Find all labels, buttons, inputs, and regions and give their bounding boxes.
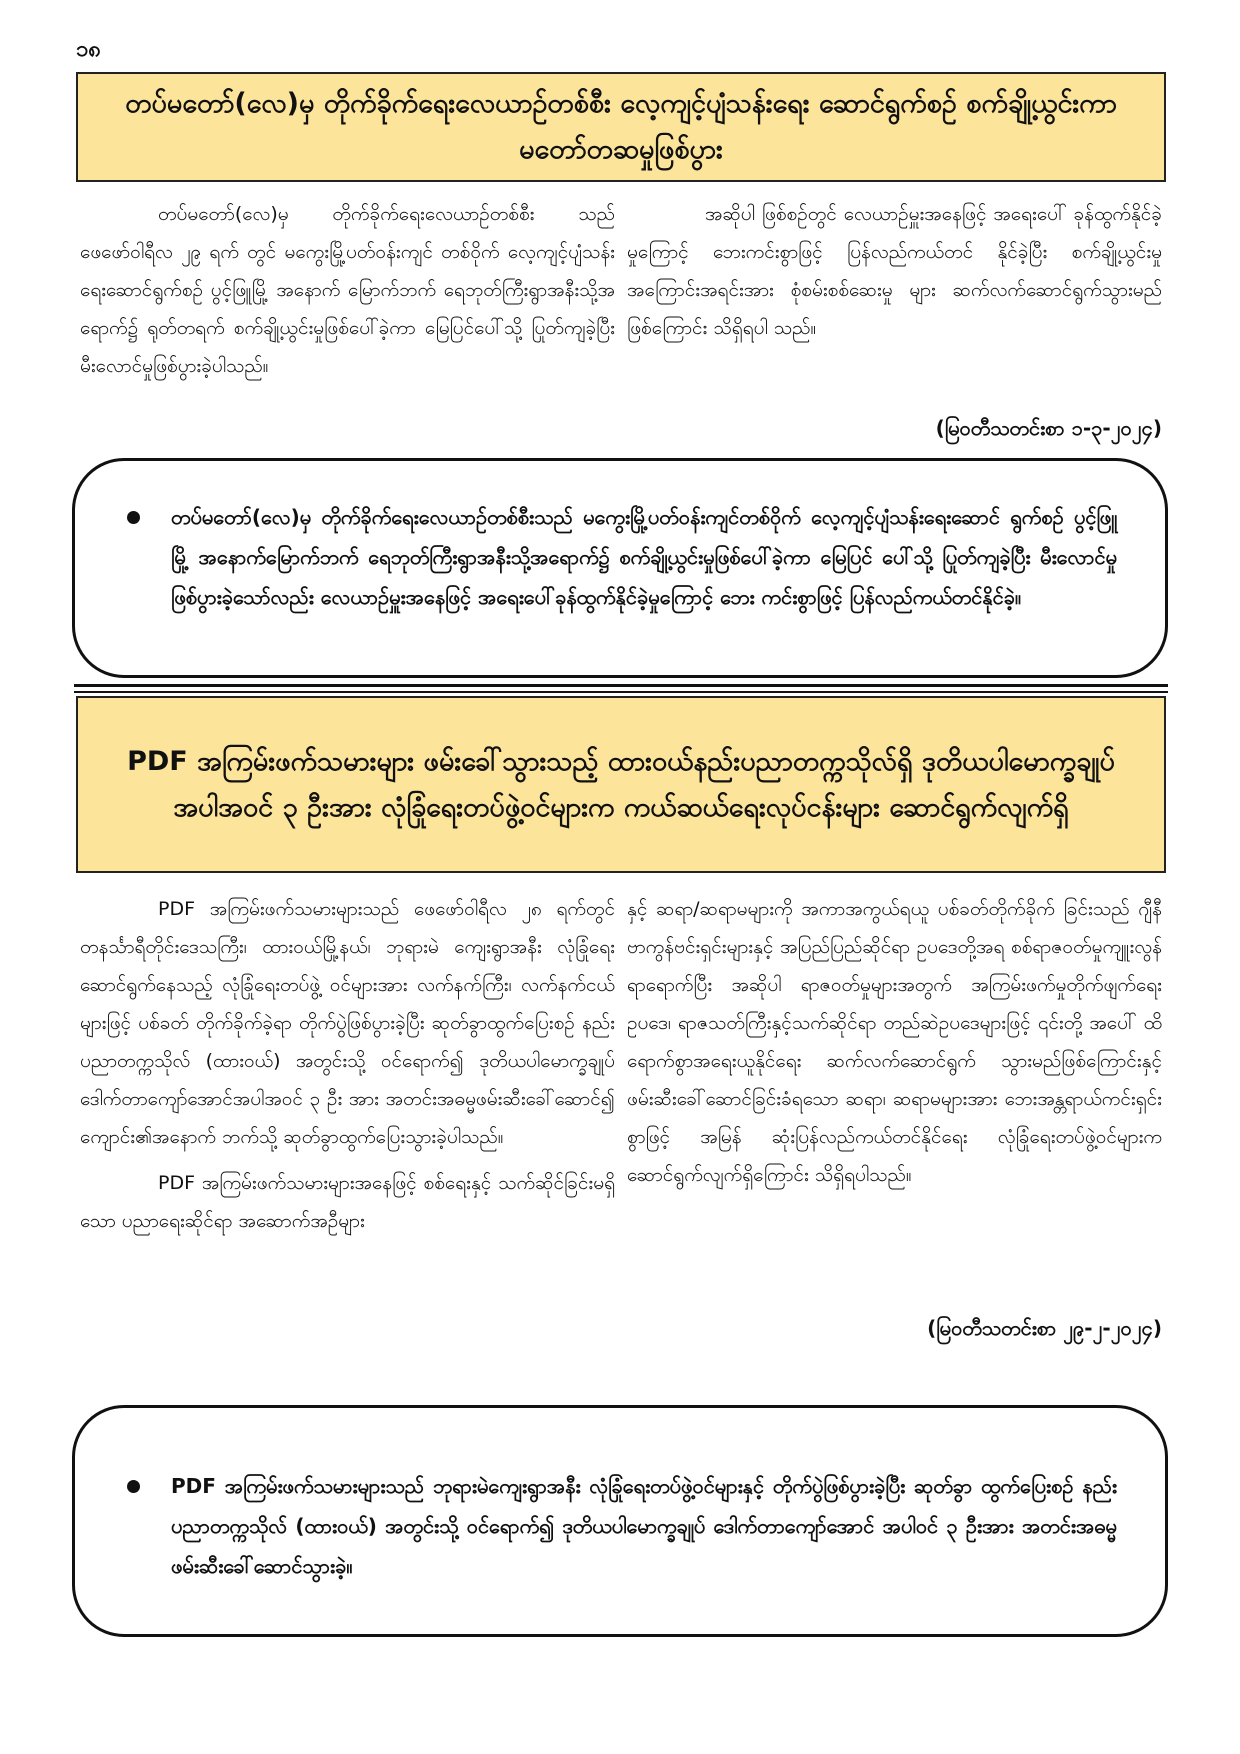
article-1-left-text: တပ်မတော်(လေ)မှ တိုက်ခိုက်ရေးလေယာဉ်တစ်စီး သည် ဖေဖော်ဝါရီလ ၂၉ ရက် တွင် မကွေးမြို့ပတ်ဝန်းကျင် တစ်ဝိုက် လေ့ကျင့်ပျံသန်းရေးဆောင်ရွက်စဉ် ပွင့်ဖြူမြို့ အနောက် မြောက်ဘက် ရေဘုတ်ကြီးရွာအနီးသို့အရောက်၌ ရုတ်တရက် စက်ချို့ယွင်းမှုဖြစ်ပေါ်ခဲ့ကာ မြေပြင်ပေါ်သို့ ပြုတ်ကျခဲ့ပြီး မီးလောင်မှုဖြစ်ပွားခဲ့ပါသည်။ (80, 203, 615, 377)
article-2-headline (76, 696, 1166, 873)
article-2-summary-text: PDF အကြမ်းဖက်သမားများသည် ဘုရားမဲကျေးရွာအနီး လုံခြုံရေးတပ်ဖွဲ့ဝင်များနှင့် တိုက်ပွဲဖြစ်ပွားခဲ့ပြီး ဆုတ်ခွာ ထွက်ပြေးစဉ် နည်းပညာတက္ကသိုလ် (ထားဝယ်) အတွင်းသို့ ဝင်ရောက်၍ ဒုတိယပါမောက္ခချုပ် ဒေါက်တာကျော်အောင် အပါဝင် ၃ ဦးအား အတင်းအဓမ္မဖမ်းဆီးခေါ်ဆောင်သွားခဲ့။ (171, 1474, 1117, 1578)
article-2-left-paragraph-1: PDF အကြမ်းဖက်သမားများသည် ဖေဖော်ဝါရီလ ၂၈ ရက်တွင် တနင်္သာရီတိုင်းဒေသကြီး၊ ထားဝယ်မြို့နယ်၊ ဘုရားမဲ ကျေးရွာအနီး လုံခြုံရေးဆောင်ရွက်နေသည့် လုံခြုံရေးတပ်ဖွဲ့ ဝင်များအား လက်နက်ကြီး၊ လက်နက်ငယ်များဖြင့် ပစ်ခတ် တိုက်ခိုက်ခဲ့ရာ တိုက်ပွဲဖြစ်ပွားခဲ့ပြီး ဆုတ်ခွာထွက်ပြေးစဉ် နည်းပညာတက္ကသိုလ် (ထားဝယ်) အတွင်းသို့ ဝင်ရောက်၍ ဒုတိယပါမောက္ခချုပ် ဒေါက်တာကျော်အောင်အပါအဝင် ၃ ဦး အား အတင်းအဓမ္မဖမ်းဆီးခေါ်ဆောင်၍ ကျောင်း၏အနောက် ဘက်သို့ ဆုတ်ခွာထွက်ပြေးသွားခဲ့ပါသည်။ (80, 898, 615, 1148)
article-1-summary-box (72, 458, 1168, 678)
bullet-icon (127, 511, 140, 524)
article-1-right-text: အဆိုပါ ဖြစ်စဉ်တွင် လေယာဉ်မှူးအနေဖြင့် အရေးပေါ် ခုန်ထွက်နိုင်ခဲ့မှုကြောင့် ဘေးကင်းစွာဖြင့် ပြန်လည်ကယ်တင် နိုင်ခဲ့ပြီး စက်ချို့ယွင်းမှုအကြောင်းအရင်းအား စုံစမ်းစစ်ဆေးမှု များ ဆက်လက်ဆောင်ရွက်သွားမည်ဖြစ်ကြောင်း သိရှိရပါ သည်။ (627, 203, 1162, 339)
article-2-headline-text: PDF အကြမ်းဖက်သမားများ ဖမ်းခေါ်သွားသည့် ထားဝယ်နည်းပညာတက္ကသိုလ်ရှိ ဒုတိယပါမောက္ခချုပ်အပါအဝင် ၃ ဦးအား လုံခြုံရေးတပ်ဖွဲ့ဝင်များက ကယ်ဆယ်ရေးလုပ်ငန်းများ ဆောင်ရွက်လျက်ရှိ (127, 745, 1115, 823)
article-2-summary-box (72, 1405, 1168, 1637)
article-2-right-text: နှင့် ဆရာ/ဆရာမများကို အကာအကွယ်ရယူ ပစ်ခတ်တိုက်ခိုက် ခြင်းသည် ဂျီနီဗာကွန်ဗင်းရှင်းများနှင့် အပြည်ပြည်ဆိုင်ရာ ဥပဒေတို့အရ စစ်ရာဇဝတ်မှုကျူးလွန်ရာရောက်ပြီး အဆိုပါ ရာဇဝတ်မှုများအတွက် အကြမ်းဖက်မှုတိုက်ဖျက်ရေးဥပဒေ၊ ရာဇသတ်ကြီးနှင့်သက်ဆိုင်ရာ တည်ဆဲဥပဒေများဖြင့် ၎င်းတို့ အပေါ် ထိရောက်စွာအရေးယူနိုင်ရေး ဆက်လက်ဆောင်ရွက် သွားမည်ဖြစ်ကြောင်းနှင့် ဖမ်းဆီးခေါ်ဆောင်ခြင်းခံရသော ဆရာ၊ ဆရာမများအား ဘေးအန္တရာယ်ကင်းရှင်းစွာဖြင့် အမြန် ဆုံးပြန်လည်ကယ်တင်နိုင်ရေး လုံခြုံရေးတပ်ဖွဲ့ဝင်များက ဆောင်ရွက်လျက်ရှိကြောင်း သိရှိရပါသည်။ (627, 898, 1162, 1186)
article-2-left-paragraph-2: PDF အကြမ်းဖက်သမားများအနေဖြင့် စစ်ရေးနှင့် သက်ဆိုင်ခြင်းမရှိသော ပညာရေးဆိုင်ရာ အဆောက်အဦများ (80, 1172, 615, 1232)
article-1-headline-text: တပ်မတော်(လေ)မှ တိုက်ခိုက်ရေးလေယာဉ်တစ်စီး လေ့ကျင့်ပျံသန်းရေး ဆောင်ရွက်စဉ် စက်ချို့ယွင်းကာ မတော်တဆမှုဖြစ်ပွား (125, 88, 1117, 165)
article-1-source: (မြဝတီသတင်းစာ ၁-၃-၂၀၂၄) (935, 416, 1162, 440)
bullet-icon (127, 1480, 140, 1493)
article-2-left-column (80, 890, 615, 1240)
page-number: ၁၈ (76, 37, 101, 62)
section-divider (74, 684, 1168, 693)
article-1-summary (127, 497, 1117, 617)
article-1-right-column (627, 195, 1162, 347)
article-2-summary (127, 1466, 1117, 1586)
article-2-right-column (627, 890, 1162, 1194)
article-1-headline (76, 72, 1166, 182)
article-1-left-column (80, 195, 615, 385)
article-2-source: (မြဝတီသတင်းစာ ၂၉-၂-၂၀၂၄) (927, 1316, 1162, 1340)
article-1-summary-text: တပ်မတော်(လေ)မှ တိုက်ခိုက်ရေးလေယာဉ်တစ်စီးသည် မကွေးမြို့ပတ်ဝန်းကျင်တစ်ဝိုက် လေ့ကျင့်ပျံသန်းရေးဆောင် ရွက်စဉ် ပွင့်ဖြူမြို့ အနောက်မြောက်ဘက် ရေဘုတ်ကြီးရွာအနီးသို့အရောက်၌ စက်ချို့ယွင်းမှုဖြစ်ပေါ်ခဲ့ကာ မြေပြင် ပေါ်သို့ ပြုတ်ကျခဲ့ပြီး မီးလောင်မှုဖြစ်ပွားခဲ့သော်လည်း လေယာဉ်မှူးအနေဖြင့် အရေးပေါ်ခုန်ထွက်နိုင်ခဲ့မှုကြောင့် ဘေး ကင်းစွာဖြင့် ပြန်လည်ကယ်တင်နိုင်ခဲ့။ (171, 505, 1117, 609)
